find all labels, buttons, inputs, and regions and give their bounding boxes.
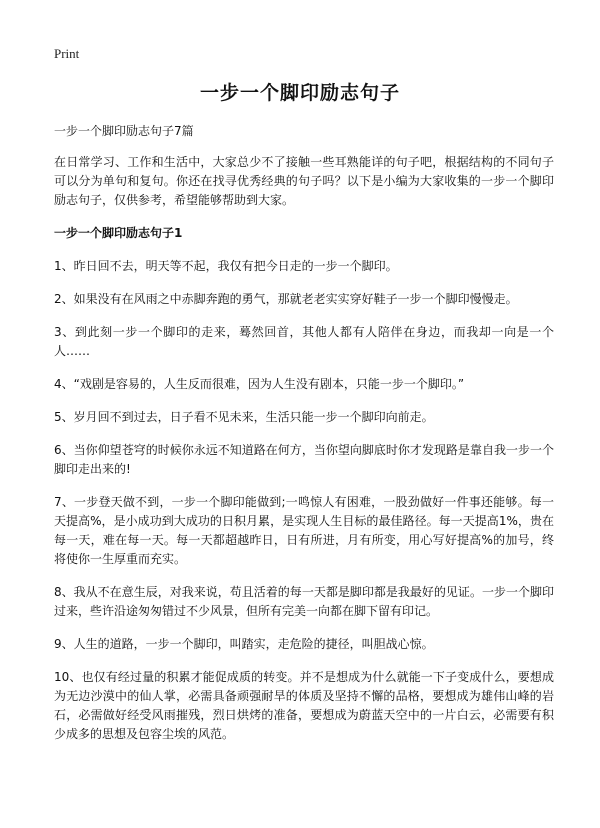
article-subtitle: 一步一个脚印励志句子7篇 xyxy=(54,124,194,138)
list-item-7: 7、一步登天做不到，一步一个脚印能做到;一鸣惊人有困难，一股劲做好一件事还能够。每一天提高%，是小成功到大成功的日积月累，是实现人生目标的最佳路径。每一天提高1%，贵在每一天，难在每一天。每一天都超越昨日，日有所进，月有所变，用心写好提高%的加号，终将使你一生厚重而充实。 xyxy=(54,495,554,566)
list-item-5: 5、岁月回不到过去，日子看不见未来，生活只能一步一个脚印向前走。 xyxy=(54,410,434,424)
list-item-4: 4、“戏剧是容易的，人生反而很难，因为人生没有剧本，只能一步一个脚印。” xyxy=(54,377,465,391)
section-heading: 一步一个脚印励志句子1 xyxy=(54,226,183,240)
list-item-1: 1、昨日回不去，明天等不起，我仅有把今日走的一步一个脚印。 xyxy=(54,259,398,273)
list-item-9: 9、人生的道路，一步一个脚印，叫踏实，走危险的捷径，叫胆战心惊。 xyxy=(54,637,434,651)
print-link[interactable]: Print xyxy=(54,46,80,61)
page-title: 一步一个脚印励志句子 xyxy=(199,82,400,104)
list-item-6: 6、当你仰望苍穹的时候你永远不知道路在何方，当你望向脚底时你才发现路是靠自我一步一个脚印走出来的! xyxy=(54,443,554,476)
list-item-10: 10、也仅有经过量的积累才能促成质的转变。并不是想成为什么就能一下子变成什么，要想成为无边沙漠中的仙人掌，必需具备顽强耐旱的体质及坚持不懈的品格，要想成为雄伟山峰的岩石，必需做好经受风雨摧残，烈日烘烤的准备，要想成为蔚蓝天空中的一片白云，必需要有积少成多的思想及包容尘埃的风范。 xyxy=(54,670,554,741)
list-item-2: 2、如果没有在风雨之中赤脚奔跑的勇气，那就老老实实穿好鞋子一步一个脚印慢慢走。 xyxy=(54,292,518,306)
list-item-8: 8、我从不在意生辰，对我来说，苟且活着的每一天都是脚印都是我最好的见证。一步一个脚印过来，些许沿途匆匆错过不少风景，但所有完美一向都在脚下留有印记。 xyxy=(54,585,554,618)
article-body xyxy=(54,122,554,758)
list-item-3: 3、到此刻一步一个脚印的走来，蓦然回首，其他人都有人陪伴在身边，而我却一向是一个人…… xyxy=(54,325,554,358)
intro-paragraph: 在日常学习、工作和生活中，大家总少不了接触一些耳熟能详的句子吧，根据结构的不同句子可以分为单句和复句。你还在找寻优秀经典的句子吗？以下是小编为大家收集的一步一个脚印励志句子，仅供参考，希望能够帮助到大家。 xyxy=(54,155,554,207)
